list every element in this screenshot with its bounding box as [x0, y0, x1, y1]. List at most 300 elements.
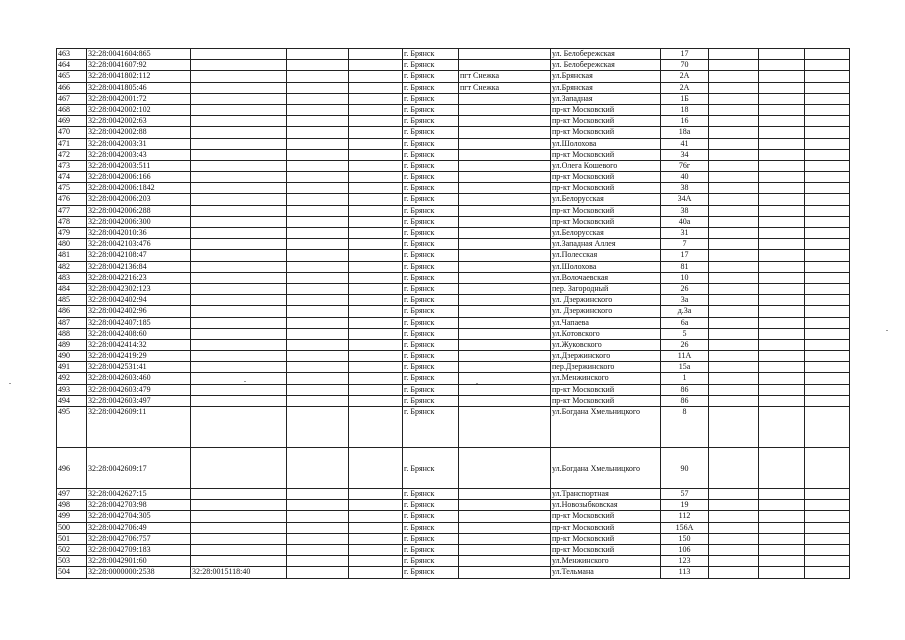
city-cell: г. Брянск: [403, 205, 459, 216]
empty-cell: [709, 160, 759, 171]
city-cell: г. Брянск: [403, 500, 459, 511]
empty-cell: [349, 373, 403, 384]
related-cadastral-number-cell: [191, 395, 287, 406]
empty-cell: [349, 544, 403, 555]
empty-cell: [805, 362, 850, 373]
related-cadastral-number-cell: [191, 511, 287, 522]
row-number-cell: 493: [57, 384, 87, 395]
row-number-cell: 474: [57, 172, 87, 183]
table-row: [57, 407, 850, 448]
table-row: [57, 138, 850, 149]
city-cell: г. Брянск: [403, 172, 459, 183]
row-number-cell: 472: [57, 149, 87, 160]
empty-cell: [805, 71, 850, 82]
empty-cell: [349, 306, 403, 317]
cadastral-number-cell: 32:28:0042002:102: [87, 104, 191, 115]
cadastral-number-cell: 32:28:0042402:96: [87, 306, 191, 317]
empty-cell: [805, 489, 850, 500]
settlement-cell: [459, 205, 551, 216]
table-row: [57, 104, 850, 115]
house-number-cell: 38: [661, 183, 709, 194]
empty-cell: [349, 295, 403, 306]
row-number-cell: 487: [57, 317, 87, 328]
related-cadastral-number-cell: [191, 489, 287, 500]
table-row: [57, 362, 850, 373]
empty-cell: [349, 500, 403, 511]
empty-cell: [287, 384, 349, 395]
empty-cell: [709, 216, 759, 227]
settlement-cell: [459, 295, 551, 306]
cadastral-number-cell: 32:28:0042002:63: [87, 116, 191, 127]
settlement-cell: [459, 395, 551, 406]
empty-cell: [287, 511, 349, 522]
settlement-cell: [459, 261, 551, 272]
empty-cell: [709, 183, 759, 194]
scan-speck: [886, 330, 888, 331]
empty-cell: [709, 373, 759, 384]
empty-cell: [805, 328, 850, 339]
house-number-cell: 11А: [661, 351, 709, 362]
empty-cell: [349, 489, 403, 500]
empty-cell: [759, 373, 805, 384]
row-number-cell: 481: [57, 250, 87, 261]
settlement-cell: [459, 362, 551, 373]
empty-cell: [805, 160, 850, 171]
city-cell: г. Брянск: [403, 149, 459, 160]
related-cadastral-number-cell: [191, 533, 287, 544]
row-number-cell: 499: [57, 511, 87, 522]
city-cell: г. Брянск: [403, 116, 459, 127]
house-number-cell: 31: [661, 228, 709, 239]
city-cell: г. Брянск: [403, 295, 459, 306]
house-number-cell: 19: [661, 500, 709, 511]
house-number-cell: д.3а: [661, 306, 709, 317]
empty-cell: [805, 339, 850, 350]
table-row: [57, 328, 850, 339]
empty-cell: [759, 500, 805, 511]
empty-cell: [349, 183, 403, 194]
cadastral-number-cell: 32:28:0042006:288: [87, 205, 191, 216]
street-cell: пр-кт Московский: [551, 395, 661, 406]
related-cadastral-number-cell: [191, 93, 287, 104]
empty-cell: [759, 93, 805, 104]
empty-cell: [709, 49, 759, 60]
empty-cell: [287, 239, 349, 250]
house-number-cell: 41: [661, 138, 709, 149]
street-cell: пр-кт Московский: [551, 116, 661, 127]
row-number-cell: 497: [57, 489, 87, 500]
cadastral-number-cell: 32:28:0042706:49: [87, 522, 191, 533]
settlement-cell: [459, 489, 551, 500]
empty-cell: [349, 328, 403, 339]
city-cell: г. Брянск: [403, 339, 459, 350]
settlement-cell: [459, 373, 551, 384]
related-cadastral-number-cell: [191, 261, 287, 272]
house-number-cell: 10: [661, 272, 709, 283]
empty-cell: [759, 138, 805, 149]
related-cadastral-number-cell: [191, 317, 287, 328]
related-cadastral-number-cell: [191, 205, 287, 216]
empty-cell: [759, 533, 805, 544]
cadastral-number-cell: 32:28:0042006:166: [87, 172, 191, 183]
table-row: [57, 194, 850, 205]
related-cadastral-number-cell: [191, 328, 287, 339]
street-cell: ул. Белобережская: [551, 60, 661, 71]
empty-cell: [349, 339, 403, 350]
empty-cell: [805, 104, 850, 115]
empty-cell: [287, 228, 349, 239]
street-cell: пр-кт Московский: [551, 522, 661, 533]
table-row: [57, 250, 850, 261]
empty-cell: [759, 522, 805, 533]
empty-cell: [709, 317, 759, 328]
settlement-cell: [459, 172, 551, 183]
empty-cell: [709, 205, 759, 216]
empty-cell: [805, 448, 850, 489]
street-cell: пр-кт Московский: [551, 104, 661, 115]
table-row: [57, 511, 850, 522]
empty-cell: [287, 194, 349, 205]
cadastral-number-cell: 32:28:0042627:15: [87, 489, 191, 500]
row-number-cell: 485: [57, 295, 87, 306]
street-cell: ул.Полесская: [551, 250, 661, 261]
empty-cell: [759, 183, 805, 194]
street-cell: ул. Белобережская: [551, 49, 661, 60]
cadastral-number-cell: 32:28:0042003:31: [87, 138, 191, 149]
street-cell: ул.Дзержинского: [551, 351, 661, 362]
cadastral-number-cell: 32:28:0000000:2538: [87, 567, 191, 578]
empty-cell: [709, 339, 759, 350]
house-number-cell: 34А: [661, 194, 709, 205]
empty-cell: [759, 384, 805, 395]
city-cell: г. Брянск: [403, 533, 459, 544]
empty-cell: [805, 511, 850, 522]
empty-cell: [709, 395, 759, 406]
empty-cell: [287, 104, 349, 115]
empty-cell: [805, 172, 850, 183]
scan-speck: [9, 383, 11, 384]
cadastral-number-cell: 32:28:0042419:29: [87, 351, 191, 362]
house-number-cell: 57: [661, 489, 709, 500]
city-cell: г. Брянск: [403, 216, 459, 227]
empty-cell: [287, 362, 349, 373]
table-row: [57, 172, 850, 183]
street-cell: ул. Дзержинского: [551, 306, 661, 317]
empty-cell: [759, 104, 805, 115]
settlement-cell: [459, 183, 551, 194]
empty-cell: [349, 250, 403, 261]
empty-cell: [709, 82, 759, 93]
empty-cell: [805, 395, 850, 406]
house-number-cell: 90: [661, 448, 709, 489]
street-cell: пр-кт Московский: [551, 183, 661, 194]
empty-cell: [287, 205, 349, 216]
row-number-cell: 465: [57, 71, 87, 82]
settlement-cell: [459, 511, 551, 522]
related-cadastral-number-cell: 32:28:0015118:40: [191, 567, 287, 578]
empty-cell: [287, 60, 349, 71]
empty-cell: [805, 149, 850, 160]
cadastral-number-cell: 32:28:0042408:60: [87, 328, 191, 339]
house-number-cell: 1: [661, 373, 709, 384]
empty-cell: [759, 556, 805, 567]
street-cell: ул.Брянская: [551, 82, 661, 93]
row-number-cell: 490: [57, 351, 87, 362]
related-cadastral-number-cell: [191, 228, 287, 239]
cadastral-number-cell: 32:28:0042002:88: [87, 127, 191, 138]
street-cell: пер. Загородный: [551, 283, 661, 294]
cadastral-number-cell: 32:28:0042136:84: [87, 261, 191, 272]
street-cell: ул.Котовского: [551, 328, 661, 339]
settlement-cell: [459, 49, 551, 60]
cadastral-number-cell: 32:28:0042407:185: [87, 317, 191, 328]
house-number-cell: 70: [661, 60, 709, 71]
empty-cell: [759, 511, 805, 522]
cadastral-number-cell: 32:28:0042706:757: [87, 533, 191, 544]
house-number-cell: 2А: [661, 71, 709, 82]
city-cell: г. Брянск: [403, 104, 459, 115]
related-cadastral-number-cell: [191, 373, 287, 384]
empty-cell: [759, 317, 805, 328]
house-number-cell: 26: [661, 339, 709, 350]
city-cell: г. Брянск: [403, 127, 459, 138]
city-cell: г. Брянск: [403, 160, 459, 171]
empty-cell: [287, 489, 349, 500]
table-row: [57, 49, 850, 60]
table-row: [57, 183, 850, 194]
related-cadastral-number-cell: [191, 407, 287, 448]
empty-cell: [709, 261, 759, 272]
settlement-cell: [459, 250, 551, 261]
cadastral-number-cell: 32:28:0042609:11: [87, 407, 191, 448]
empty-cell: [349, 149, 403, 160]
related-cadastral-number-cell: [191, 138, 287, 149]
settlement-cell: [459, 93, 551, 104]
cadastral-number-cell: 32:28:0041607:92: [87, 60, 191, 71]
table-row: [57, 160, 850, 171]
empty-cell: [709, 93, 759, 104]
cadastral-number-cell: 32:28:0042108:47: [87, 250, 191, 261]
related-cadastral-number-cell: [191, 556, 287, 567]
empty-cell: [349, 511, 403, 522]
empty-cell: [805, 533, 850, 544]
street-cell: ул.Шолохова: [551, 261, 661, 272]
settlement-cell: [459, 500, 551, 511]
table-row: [57, 395, 850, 406]
street-cell: ул.Новозыбковская: [551, 500, 661, 511]
street-cell: пр-кт Московский: [551, 127, 661, 138]
table-row: [57, 533, 850, 544]
empty-cell: [287, 149, 349, 160]
city-cell: г. Брянск: [403, 511, 459, 522]
empty-cell: [349, 93, 403, 104]
empty-cell: [287, 500, 349, 511]
related-cadastral-number-cell: [191, 160, 287, 171]
related-cadastral-number-cell: [191, 522, 287, 533]
empty-cell: [287, 328, 349, 339]
related-cadastral-number-cell: [191, 216, 287, 227]
related-cadastral-number-cell: [191, 250, 287, 261]
empty-cell: [709, 127, 759, 138]
empty-cell: [709, 172, 759, 183]
street-cell: ул.Волочаевская: [551, 272, 661, 283]
empty-cell: [709, 544, 759, 555]
empty-cell: [805, 250, 850, 261]
cadastral-number-cell: 32:28:0042414:32: [87, 339, 191, 350]
empty-cell: [805, 228, 850, 239]
empty-cell: [805, 272, 850, 283]
street-cell: ул.Западная Аллея: [551, 239, 661, 250]
house-number-cell: 5: [661, 328, 709, 339]
empty-cell: [287, 127, 349, 138]
row-number-cell: 488: [57, 328, 87, 339]
table-row: [57, 116, 850, 127]
empty-cell: [759, 544, 805, 555]
empty-cell: [349, 384, 403, 395]
city-cell: г. Брянск: [403, 138, 459, 149]
empty-cell: [287, 567, 349, 578]
empty-cell: [709, 328, 759, 339]
empty-cell: [349, 127, 403, 138]
empty-cell: [805, 351, 850, 362]
city-cell: г. Брянск: [403, 407, 459, 448]
street-cell: ул.Белорусская: [551, 228, 661, 239]
street-cell: ул.Транспортная: [551, 489, 661, 500]
empty-cell: [287, 183, 349, 194]
street-cell: ул.Менжинского: [551, 373, 661, 384]
empty-cell: [709, 116, 759, 127]
scan-speck: [244, 381, 246, 382]
empty-cell: [759, 205, 805, 216]
empty-cell: [805, 306, 850, 317]
row-number-cell: 476: [57, 194, 87, 205]
empty-cell: [709, 295, 759, 306]
empty-cell: [759, 395, 805, 406]
empty-cell: [805, 216, 850, 227]
table-row: [57, 567, 850, 578]
house-number-cell: 18: [661, 104, 709, 115]
empty-cell: [759, 71, 805, 82]
table-row: [57, 339, 850, 350]
settlement-cell: [459, 522, 551, 533]
empty-cell: [805, 49, 850, 60]
row-number-cell: 503: [57, 556, 87, 567]
table-row: [57, 228, 850, 239]
empty-cell: [709, 500, 759, 511]
empty-cell: [805, 93, 850, 104]
empty-cell: [759, 489, 805, 500]
table-row: [57, 544, 850, 555]
empty-cell: [287, 317, 349, 328]
empty-cell: [709, 228, 759, 239]
settlement-cell: [459, 556, 551, 567]
house-number-cell: 81: [661, 261, 709, 272]
empty-cell: [759, 239, 805, 250]
cadastral-number-cell: 32:28:0041802:112: [87, 71, 191, 82]
cadastral-number-cell: 32:28:0041604:865: [87, 49, 191, 60]
empty-cell: [349, 172, 403, 183]
table-row: [57, 71, 850, 82]
related-cadastral-number-cell: [191, 306, 287, 317]
city-cell: г. Брянск: [403, 489, 459, 500]
empty-cell: [709, 138, 759, 149]
city-cell: г. Брянск: [403, 317, 459, 328]
row-number-cell: 477: [57, 205, 87, 216]
settlement-cell: [459, 272, 551, 283]
row-number-cell: 482: [57, 261, 87, 272]
table-row: [57, 489, 850, 500]
row-number-cell: 501: [57, 533, 87, 544]
empty-cell: [349, 138, 403, 149]
city-cell: г. Брянск: [403, 306, 459, 317]
empty-cell: [287, 395, 349, 406]
city-cell: г. Брянск: [403, 93, 459, 104]
empty-cell: [759, 127, 805, 138]
settlement-cell: [459, 384, 551, 395]
house-number-cell: 17: [661, 250, 709, 261]
cadastral-number-cell: 32:28:0042703:98: [87, 500, 191, 511]
house-number-cell: 76г: [661, 160, 709, 171]
empty-cell: [349, 556, 403, 567]
house-number-cell: 17: [661, 49, 709, 60]
cadastral-number-cell: 32:28:0042603:497: [87, 395, 191, 406]
city-cell: г. Брянск: [403, 228, 459, 239]
cadastral-number-cell: 32:28:0042006:1842: [87, 183, 191, 194]
empty-cell: [349, 228, 403, 239]
empty-cell: [805, 384, 850, 395]
empty-cell: [759, 250, 805, 261]
street-cell: ул.Олега Кошевого: [551, 160, 661, 171]
empty-cell: [349, 567, 403, 578]
cadastral-number-cell: 32:28:0042003:43: [87, 149, 191, 160]
empty-cell: [805, 407, 850, 448]
empty-cell: [287, 544, 349, 555]
settlement-cell: [459, 544, 551, 555]
table-row: [57, 522, 850, 533]
cadastral-number-cell: 32:28:0042709:183: [87, 544, 191, 555]
empty-cell: [349, 407, 403, 448]
related-cadastral-number-cell: [191, 448, 287, 489]
table-row: [57, 384, 850, 395]
row-number-cell: 498: [57, 500, 87, 511]
empty-cell: [287, 172, 349, 183]
house-number-cell: 150: [661, 533, 709, 544]
table-row: [57, 82, 850, 93]
street-cell: ул.Западная: [551, 93, 661, 104]
city-cell: г. Брянск: [403, 395, 459, 406]
empty-cell: [349, 522, 403, 533]
related-cadastral-number-cell: [191, 295, 287, 306]
empty-cell: [759, 228, 805, 239]
city-cell: г. Брянск: [403, 556, 459, 567]
row-number-cell: 466: [57, 82, 87, 93]
table-row: [57, 93, 850, 104]
city-cell: г. Брянск: [403, 194, 459, 205]
city-cell: г. Брянск: [403, 71, 459, 82]
street-cell: пр-кт Московский: [551, 544, 661, 555]
row-number-cell: 492: [57, 373, 87, 384]
empty-cell: [287, 250, 349, 261]
empty-cell: [349, 283, 403, 294]
empty-cell: [349, 194, 403, 205]
row-number-cell: 495: [57, 407, 87, 448]
related-cadastral-number-cell: [191, 362, 287, 373]
related-cadastral-number-cell: [191, 71, 287, 82]
empty-cell: [709, 283, 759, 294]
settlement-cell: [459, 138, 551, 149]
empty-cell: [287, 160, 349, 171]
house-number-cell: 106: [661, 544, 709, 555]
